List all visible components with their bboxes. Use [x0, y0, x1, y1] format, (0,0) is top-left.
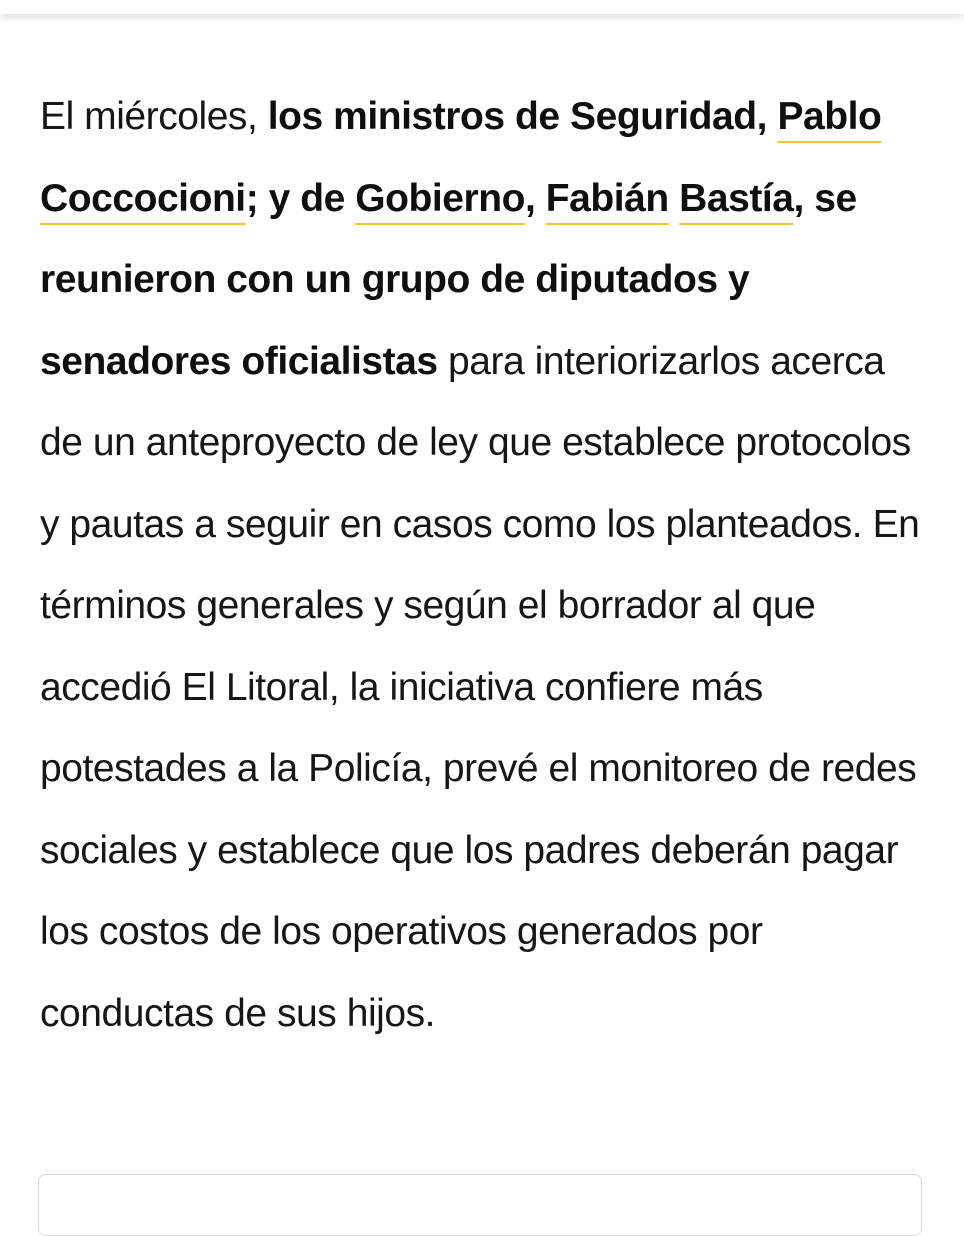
link-pablo-coccocioni[interactable]: Pablo Coccocioni	[40, 95, 882, 220]
link-gobierno[interactable]: Gobierno	[355, 176, 525, 220]
paragraph-rest: para interiorizarlos acerca de un anteproyecto de ley que establece protocolos y pautas a seguir en casos como los planteados. En términos generales y según el borrador al que accedió El Litoral, la iniciativa confiere más potestades a la Policía, prevé el monitoreo de redes sociales y establece que los padres deberán pagar los costos de los operativos generados por conductas de sus hijos.	[40, 339, 920, 1035]
paragraph-intro: El miércoles,	[40, 95, 268, 138]
bold-space	[669, 177, 679, 220]
bold-tail-text: , se reunieron con un grupo de diputados y senadores oficialistas	[40, 176, 857, 383]
link-bastia[interactable]: Bastía	[679, 176, 794, 220]
bold-comma: ,	[524, 176, 546, 220]
top-header-bar	[0, 0, 964, 14]
next-content-card	[38, 1174, 922, 1236]
article-paragraph	[40, 76, 920, 1054]
bold-lead-text: los ministros de Seguridad,	[267, 95, 778, 138]
link-fabian[interactable]: Fabián	[545, 176, 669, 220]
bold-separator: ; y de	[245, 176, 356, 220]
